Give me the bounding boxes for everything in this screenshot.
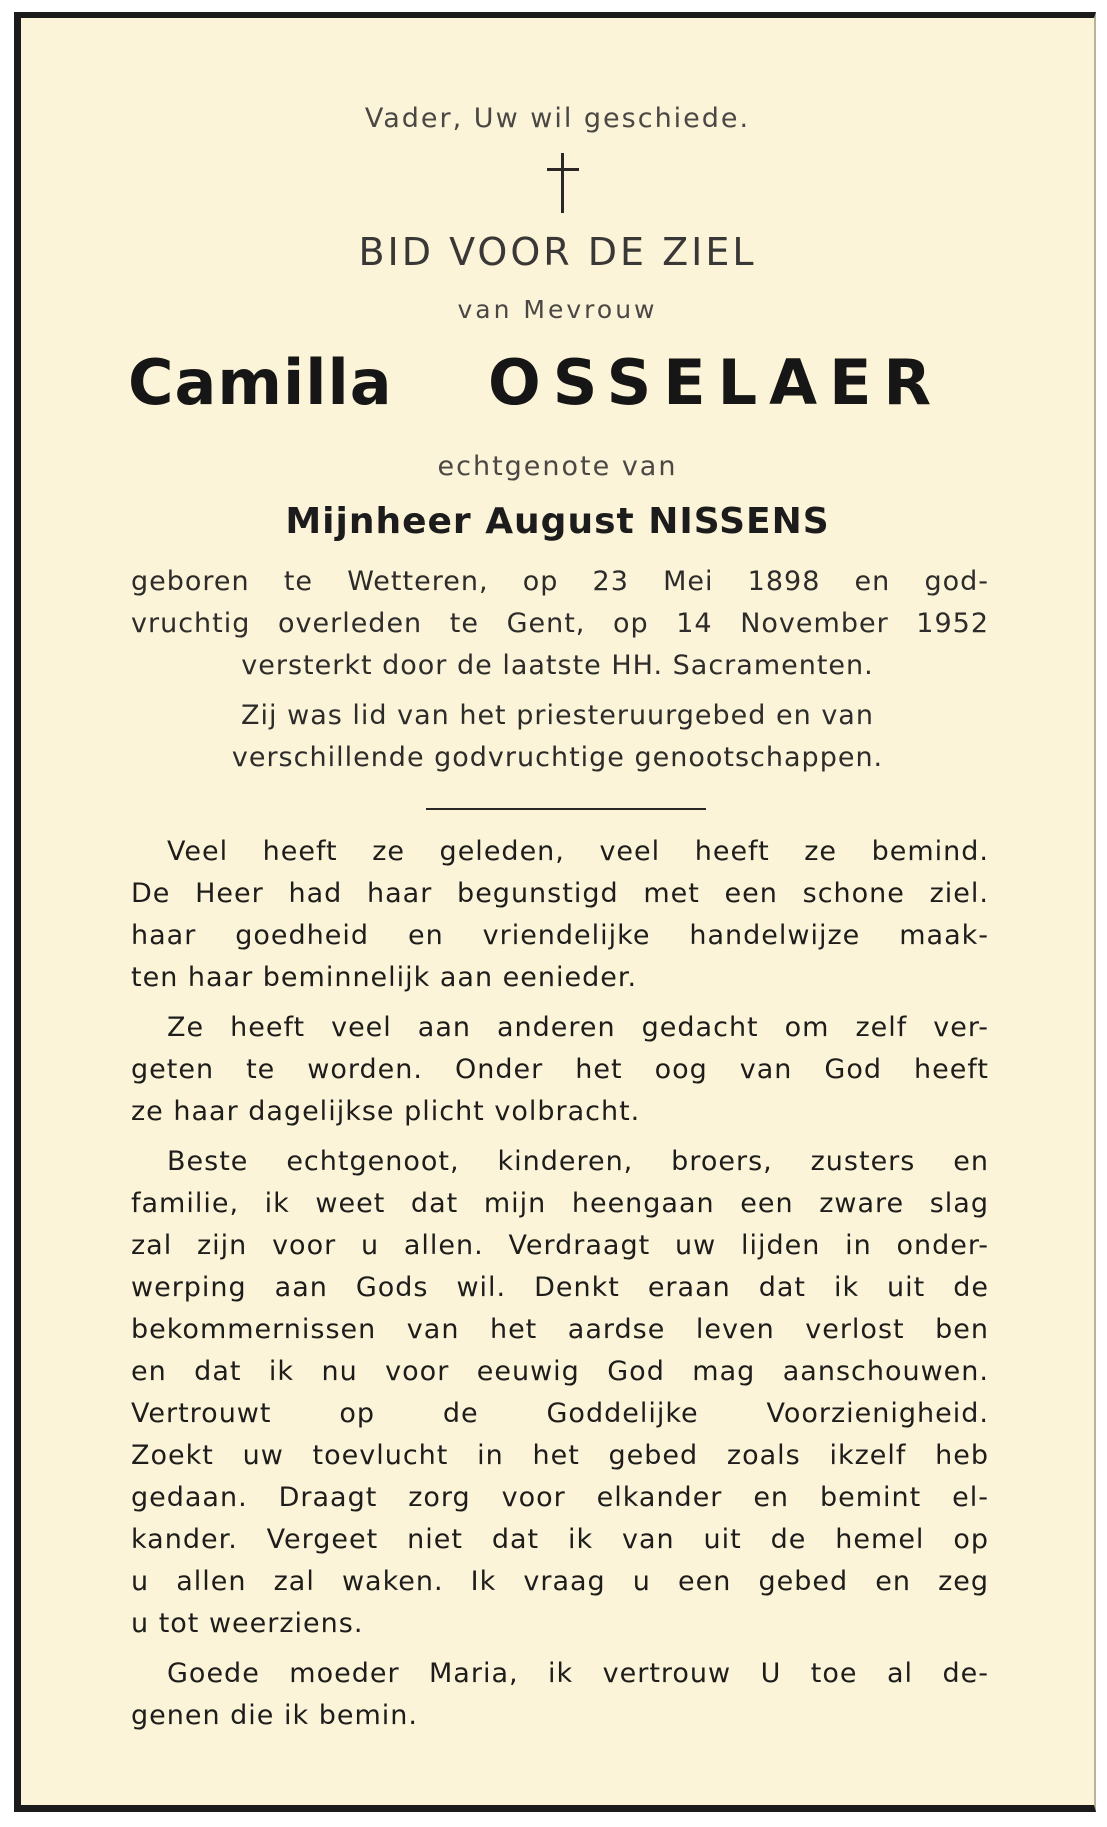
motto: Vader, Uw wil geschiede. [364, 103, 751, 134]
paragraph-line: Vertrouwt op de Goddelijke Voorzienigheid. [131, 1398, 989, 1429]
spouse-name: Mijnheer August NISSENS [285, 501, 830, 542]
cross-icon [547, 153, 579, 213]
paragraph-line: ze haar dagelijkse plicht volbracht. [131, 1096, 641, 1127]
paragraph-line: werping aan Gods wil. Denkt eraan dat ik uit de [131, 1272, 989, 1303]
paragraph-line: zal zijn voor u allen. Verdraagt uw lijden in onder- [131, 1230, 989, 1261]
paragraph-line: Veel heeft ze geleden, veel heeft ze bemind. [167, 836, 989, 867]
paragraph-line: Ze heeft veel aan anderen gedacht om zelf ver- [167, 1012, 989, 1043]
spouse-label: echtgenote van [437, 451, 678, 482]
paragraph-line: geten te worden. Onder het oog van God heeft [131, 1054, 989, 1085]
bio-line: geboren te Wetteren, op 23 Mei 1898 en god- [131, 566, 989, 597]
paragraph-line: familie, ik weet dat mijn heengaan een zware slag [131, 1188, 989, 1219]
paragraph-line: ten haar beminnelijk aan eenieder. [131, 962, 638, 993]
last-name: OSSELAER [488, 346, 944, 419]
bio-line: vruchtig overleden te Gent, op 14 November 1952 [131, 608, 989, 639]
deceased-name [21, 334, 1094, 424]
paragraph-line: kander. Vergeet niet dat ik van uit de hemel op [131, 1524, 989, 1555]
paragraph-line: bekommernissen van het aardse leven verlost ben [131, 1314, 989, 1345]
paragraph-line: gedaan. Draagt zorg voor elkander en bemint el- [131, 1482, 989, 1513]
honorific: van Mevrouw [457, 295, 658, 324]
paragraph-line: Goede moeder Maria, ik vertrouw U toe al de- [167, 1658, 989, 1689]
memorial-card [14, 12, 1096, 1812]
paragraph-line: Zoekt uw toevlucht in het gebed zoals ikzelf heb [131, 1440, 989, 1471]
paragraph-line: Beste echtgenoot, kinderen, broers, zusters en [167, 1146, 989, 1177]
divider [426, 808, 706, 810]
bio-line: verschillende godvruchtige genootschappen. [231, 742, 884, 773]
bio-line: versterkt door de laatste HH. Sacramenten. [241, 650, 874, 681]
paragraph-line: De Heer had haar begunstigd met een schone ziel. [131, 878, 989, 909]
first-name: Camilla [128, 346, 393, 419]
paragraph-line: u tot weerziens. [131, 1608, 364, 1639]
heading: BID VOOR DE ZIEL [358, 230, 757, 274]
paragraph-line: u allen zal waken. Ik vraag u een gebed en zeg [131, 1566, 989, 1597]
bio-line: Zij was lid van het priesteruurgebed en van [241, 700, 874, 731]
paragraph-line: en dat ik nu voor eeuwig God mag aanschouwen. [131, 1356, 989, 1387]
paragraph-line: haar goedheid en vriendelijke handelwijze maak- [131, 920, 989, 951]
paragraph-line: genen die ik bemin. [131, 1700, 418, 1731]
